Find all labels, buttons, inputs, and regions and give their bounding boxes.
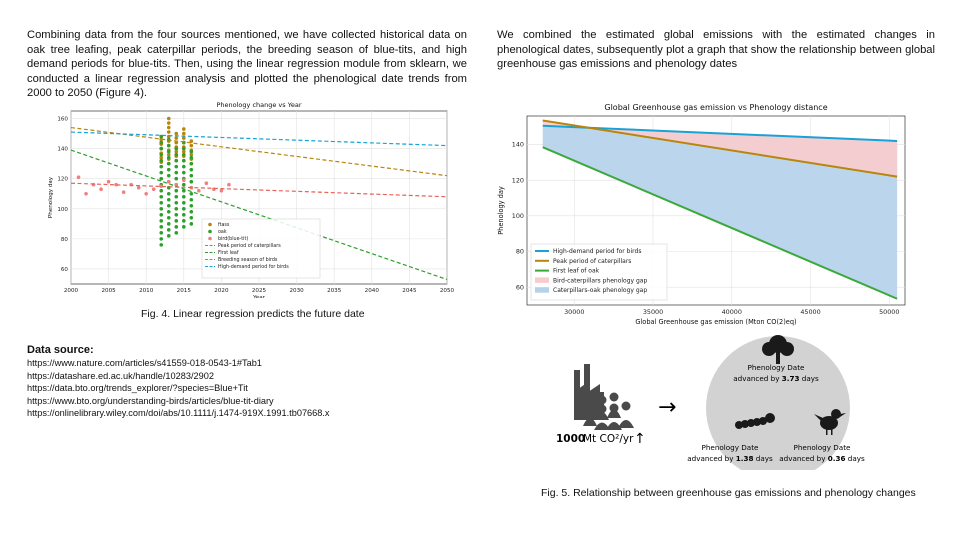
x-tick-label: 2015 — [176, 288, 191, 294]
x-tick-label: 45000 — [800, 308, 821, 316]
y-tick-label: 80 — [60, 236, 68, 243]
scatter-point — [182, 201, 186, 205]
scatter-point — [107, 180, 111, 184]
source-link[interactable]: https://www.bto.org/understanding-birds/articles/blue-tit-diary — [27, 395, 274, 406]
scatter-point — [137, 186, 141, 190]
y-tick-label: 140 — [57, 146, 68, 153]
scatter-point — [174, 195, 178, 199]
scatter-point — [182, 127, 186, 131]
y-tick-label: 120 — [57, 176, 68, 183]
scatter-point — [167, 210, 171, 214]
scatter-point — [182, 159, 186, 163]
scatter-point — [182, 178, 186, 182]
scatter-point — [99, 187, 103, 191]
legend-marker — [208, 223, 212, 227]
scatter-point — [152, 187, 156, 191]
right-arrow-icon: → — [658, 395, 677, 420]
scatter-point — [182, 183, 186, 187]
legend-label: bird(blue-tit) — [218, 237, 249, 242]
x-tick-label: 2040 — [364, 288, 379, 294]
scatter-point — [174, 225, 178, 229]
y-axis-label: Phenology day — [48, 176, 54, 219]
x-tick-label: 2035 — [327, 288, 342, 294]
x-tick-label: 2005 — [101, 288, 116, 294]
scatter-point — [174, 201, 178, 205]
scatter-point — [167, 144, 171, 148]
legend-label: Peak period of caterpillars — [218, 244, 281, 249]
scatter-point — [190, 216, 194, 220]
scatter-point — [167, 192, 171, 196]
x-tick-label: 2050 — [439, 288, 455, 294]
scatter-point — [159, 195, 163, 199]
scatter-point — [174, 147, 178, 151]
scatter-point — [167, 162, 171, 166]
chart-title: Phenology change vs Year — [216, 101, 302, 109]
legend-swatch — [535, 277, 549, 283]
scatter-point — [159, 189, 163, 193]
scatter-point — [190, 198, 194, 202]
scatter-point — [167, 126, 171, 130]
scatter-point — [84, 192, 88, 196]
x-tick-label: 2010 — [139, 288, 154, 294]
tree-advance: advanced by 3.73 days — [733, 374, 819, 383]
scatter-point — [182, 165, 186, 169]
scatter-point — [182, 213, 186, 217]
scatter-point — [159, 243, 163, 247]
scatter-point — [174, 231, 178, 235]
scatter-point — [182, 207, 186, 211]
bird-label: Phenology Date — [793, 443, 851, 452]
scatter-point — [159, 153, 163, 157]
legend-label: ftass — [218, 223, 230, 228]
sources-list — [27, 357, 330, 420]
scatter-point — [167, 228, 171, 232]
scatter-point — [174, 189, 178, 193]
y-tick-label: 100 — [511, 212, 524, 221]
scatter-point — [159, 219, 163, 223]
scatter-point — [174, 165, 178, 169]
scatter-point — [167, 150, 171, 154]
scatter-point — [167, 198, 171, 202]
scatter-point — [190, 192, 194, 196]
scatter-point — [182, 136, 186, 140]
scatter-point — [159, 165, 163, 169]
scatter-point — [182, 225, 186, 229]
scatter-point — [190, 144, 194, 148]
emission-phenology-chart — [492, 98, 912, 330]
scatter-point — [190, 222, 194, 226]
scatter-point — [122, 190, 126, 194]
scatter-point — [167, 168, 171, 172]
legend-label: High-demand period for birds — [553, 248, 642, 255]
scatter-point — [197, 189, 201, 193]
x-tick-label: 2025 — [251, 288, 267, 294]
scatter-point — [167, 216, 171, 220]
emission-phenology-diagram — [540, 330, 900, 470]
scatter-point — [159, 213, 163, 217]
scatter-point — [167, 204, 171, 208]
scatter-point — [190, 150, 194, 154]
x-tick-label: 2000 — [63, 288, 79, 294]
scatter-point — [159, 177, 163, 181]
caterpillar-advance: advanced by 1.38 days — [687, 454, 773, 463]
scatter-point — [159, 171, 163, 175]
scatter-point — [182, 153, 186, 157]
y-tick-label: 60 — [515, 283, 524, 292]
intro-paragraph: Combining data from the four sources mentioned, we have collected historical data on oak tree leafing, peak caterpillar periods, the breeding season of blue-tits, and high demand periods for blue-tits. Then, using the linear regression module from sklearn, we conducted a linear regression analysis and plotted the phenological date trends from 2000 to 2050 (Figure 4). — [27, 29, 467, 100]
bird-advance: advanced by 0.36 days — [779, 454, 865, 463]
scatter-point — [159, 147, 163, 151]
scatter-point — [190, 204, 194, 208]
fig4-caption: Fig. 4. Linear regression predicts the future date — [141, 308, 365, 320]
scatter-point — [174, 136, 178, 140]
legend-label: oak — [218, 230, 227, 235]
scatter-point — [144, 192, 148, 196]
y-tick-label: 120 — [511, 176, 524, 185]
legend-label: High-demand period for birds — [218, 265, 289, 270]
scatter-point — [174, 207, 178, 211]
scatter-point — [167, 174, 171, 178]
y-tick-label: 100 — [57, 206, 68, 213]
scatter-point — [227, 183, 231, 187]
scatter-point — [159, 237, 163, 241]
emission-value: 1000 — [556, 433, 586, 445]
y-tick-label: 80 — [515, 247, 524, 256]
phenology-year-chart — [40, 98, 458, 298]
x-tick-label: 2045 — [402, 288, 417, 294]
x-axis-label: Year — [253, 295, 265, 298]
scatter-point — [190, 162, 194, 166]
scatter-point — [182, 219, 186, 223]
scatter-point — [159, 231, 163, 235]
factory-people-icon — [574, 364, 634, 430]
x-tick-label: 2030 — [289, 288, 304, 294]
scatter-point — [167, 222, 171, 226]
scatter-point — [174, 171, 178, 175]
scatter-point — [190, 210, 194, 214]
legend-label: Bird-caterpillars phenology gap — [553, 277, 648, 285]
y-tick-label: 60 — [60, 266, 68, 273]
scatter-point — [190, 180, 194, 184]
source-link[interactable]: https://onlinelibrary.wiley.com/doi/abs/10.1111/j.1474-919X.1991.tb07668.x — [27, 408, 330, 418]
scatter-point — [182, 171, 186, 175]
y-tick-label: 140 — [511, 140, 524, 149]
scatter-point — [174, 177, 178, 181]
x-axis-label: Global Greenhouse gas emission (Mton CO(2)eq) — [635, 318, 797, 326]
y-tick-label: 160 — [57, 116, 68, 123]
scatter-point — [205, 181, 209, 185]
scatter-point — [174, 219, 178, 223]
source-link[interactable]: https://data.bto.org/trends_explorer/?species=Blue+Tit — [27, 383, 248, 393]
y-axis-label: Phenology day — [497, 186, 505, 235]
x-tick-label: 40000 — [721, 308, 742, 316]
scatter-point — [182, 132, 186, 136]
scatter-point — [190, 168, 194, 172]
scatter-point — [167, 121, 171, 125]
scatter-point — [167, 117, 171, 121]
emission-unit: Mt CO²/yr — [583, 433, 634, 445]
x-tick-label: 2020 — [214, 288, 229, 294]
legend-marker — [208, 230, 212, 234]
fig5-caption: Fig. 5. Relationship between greenhouse gas emissions and phenology changes — [541, 487, 916, 499]
legend-label: Caterpillars-oak phenology gap — [553, 287, 648, 295]
increase-arrow-icon: ↑ — [634, 431, 646, 447]
scatter-point — [159, 225, 163, 229]
scatter-point — [159, 201, 163, 205]
legend-label: Breeding season of birds — [218, 258, 278, 263]
emission-paragraph: We combined the estimated global emissions with the estimated changes in phenological dates, subsequently plot a graph that show the relationship between global greenhouse gas emissions and phenology dates — [497, 29, 935, 71]
sources-heading: Data source: — [27, 344, 94, 356]
x-tick-label: 50000 — [879, 308, 900, 316]
scatter-point — [167, 234, 171, 238]
scatter-point — [174, 132, 178, 136]
scatter-point — [77, 175, 81, 179]
scatter-point — [190, 156, 194, 160]
scatter-point — [167, 156, 171, 160]
chart-title: Global Greenhouse gas emission vs Phenology distance — [604, 103, 828, 112]
legend-marker — [208, 237, 212, 241]
scatter-point — [190, 174, 194, 178]
legend-label: Peak period of caterpillars — [553, 257, 632, 265]
x-tick-label: 30000 — [564, 308, 585, 316]
scatter-point — [167, 130, 171, 134]
source-link[interactable]: https://datashare.ed.ac.uk/handle/10283/2902 — [27, 370, 214, 381]
scatter-point — [174, 153, 178, 157]
scatter-point — [159, 159, 163, 163]
caterpillar-label: Phenology Date — [701, 443, 759, 452]
scatter-point — [174, 213, 178, 217]
source-link[interactable]: https://www.nature.com/articles/s41559-018-0543-1#Tab1 — [27, 358, 262, 368]
scatter-point — [182, 195, 186, 199]
scatter-point — [220, 189, 224, 193]
scatter-point — [167, 180, 171, 184]
scatter-point — [159, 141, 163, 145]
legend-swatch — [535, 287, 549, 293]
scatter-point — [174, 159, 178, 163]
tree-label: Phenology Date — [747, 363, 805, 372]
x-tick-label: 35000 — [642, 308, 664, 316]
scatter-point — [182, 147, 186, 151]
legend-label: First leaf — [218, 251, 239, 256]
legend-label: First leaf of oak — [553, 267, 600, 275]
scatter-point — [159, 207, 163, 211]
